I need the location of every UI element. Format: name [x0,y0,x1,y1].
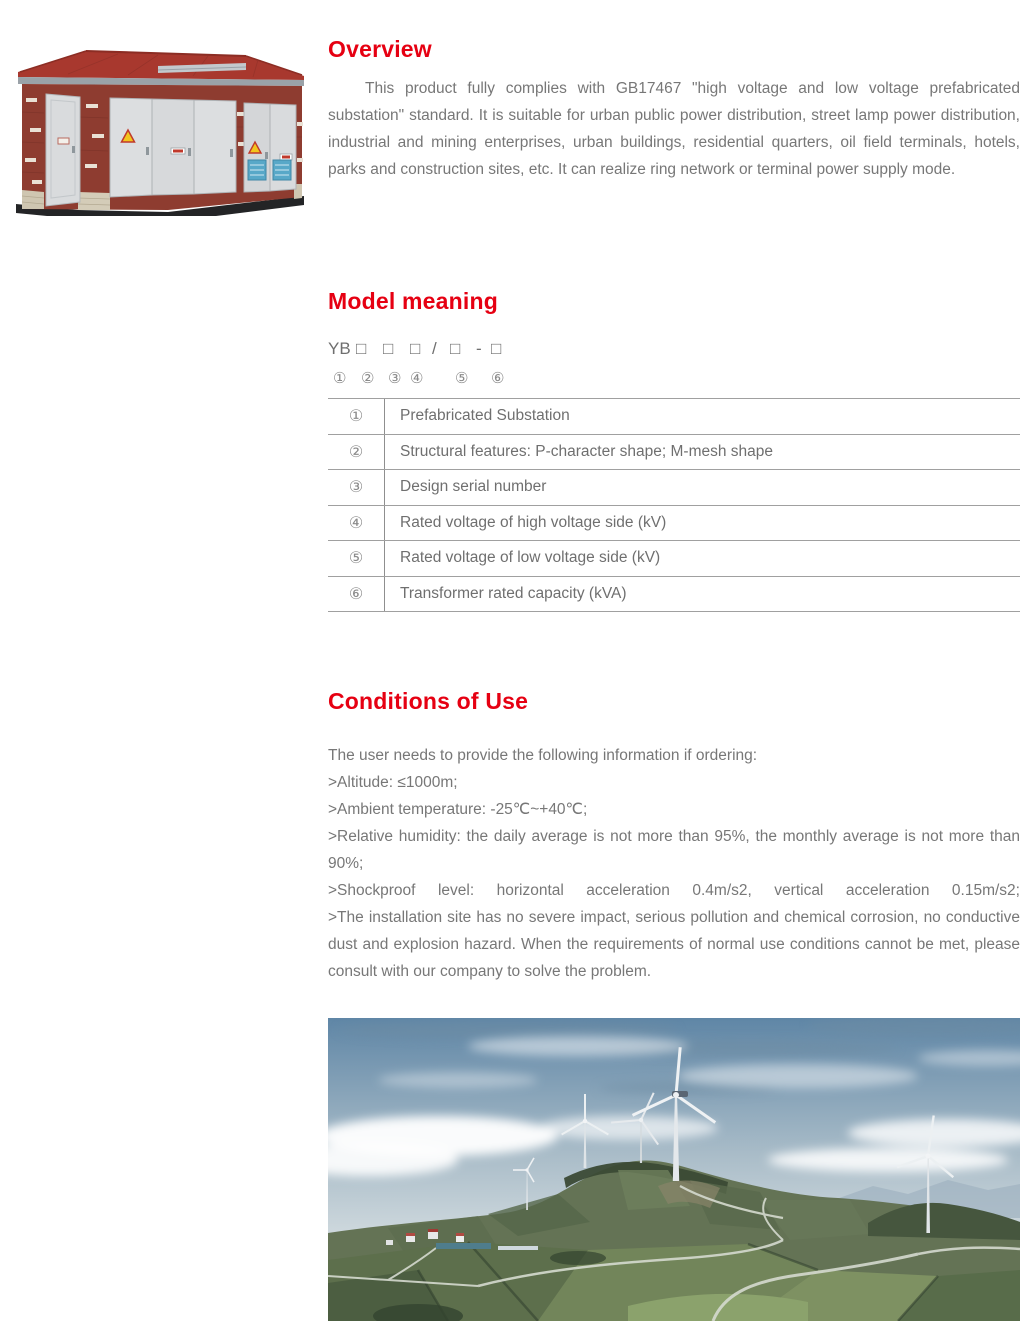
model-code-token: □ [450,339,461,358]
table-row-marker: ④ [328,506,385,541]
table-row-description: Rated voltage of low voltage side (kV) [400,549,661,567]
overview-heading: Overview [328,36,432,62]
position-marker: ④ [410,370,424,387]
condition-line: >Ambient temperature: -25℃~+40℃; [328,801,588,818]
conditions-heading: Conditions of Use [328,688,529,714]
position-marker: ③ [388,370,402,387]
conditions-list [328,742,1020,985]
table-row [328,399,1020,435]
model-code-token: YB [328,339,351,358]
table-row-marker: ③ [328,470,385,505]
model-position-markers [328,369,1020,389]
model-code-token: □ [410,339,421,358]
model-code-line [328,339,1020,361]
model-code-token: - [476,339,482,358]
wind-farm-photo [328,1018,1020,1321]
table-row-marker: ⑤ [328,541,385,576]
model-code-token: □ [356,339,367,358]
table-row-description: Transformer rated capacity (kVA) [400,584,627,602]
wind-farm-scene [328,1018,1020,1321]
table-row [328,506,1020,542]
substation-illustration [8,42,306,216]
condition-line: >Altitude: ≤1000m; [328,774,458,791]
condition-line: >The installation site has no severe impact, serious pollution and chemical corrosion, no conductive dust and explosion hazard. When the requirements of normal use conditions cannot be met, please consult with our company to solve the problem. [328,909,1020,980]
model-code-token: / [432,339,437,358]
table-row [328,541,1020,577]
position-marker: ② [361,370,375,387]
table-row-description: Prefabricated Substation [400,407,570,425]
table-row-marker: ② [328,435,385,470]
condition-line: >Relative humidity: the daily average is not more than 95%, the monthly average is not more than 90%; [328,828,1020,872]
condition-line: The user needs to provide the following information if ordering: [328,747,758,764]
table-row [328,435,1020,471]
table-row-description: Structural features: P-character shape; M-mesh shape [400,442,774,460]
model-code-token: □ [491,339,502,358]
substation-drawing [8,42,306,216]
table-row-marker: ⑥ [328,577,385,612]
table-row-marker: ① [328,399,385,434]
position-marker: ① [333,370,347,387]
table-row [328,470,1020,506]
overview-paragraph: This product fully complies with GB17467 "high voltage and low voltage prefabricated substation" standard. It is suitable for urban public power distribution, street lamp power distribution, industrial and mining enterprises, urban buildings, residential quarters, oil field terminals, hotels, parks and construction sites, etc. It can realize ring network or terminal power supply mode. [328,80,1020,178]
model-code-token: □ [383,339,394,358]
condition-line: >Shockproof level: horizontal acceleration 0.4m/s2, vertical acceleration 0.15m/s2; [328,882,1020,899]
model-meaning-table [328,398,1020,612]
position-marker: ⑤ [455,370,469,387]
model-meaning-heading: Model meaning [328,288,499,314]
position-marker: ⑥ [491,370,505,387]
table-row-description: Design serial number [400,478,547,496]
table-row [328,577,1020,613]
table-row-description: Rated voltage of high voltage side (kV) [400,513,667,531]
